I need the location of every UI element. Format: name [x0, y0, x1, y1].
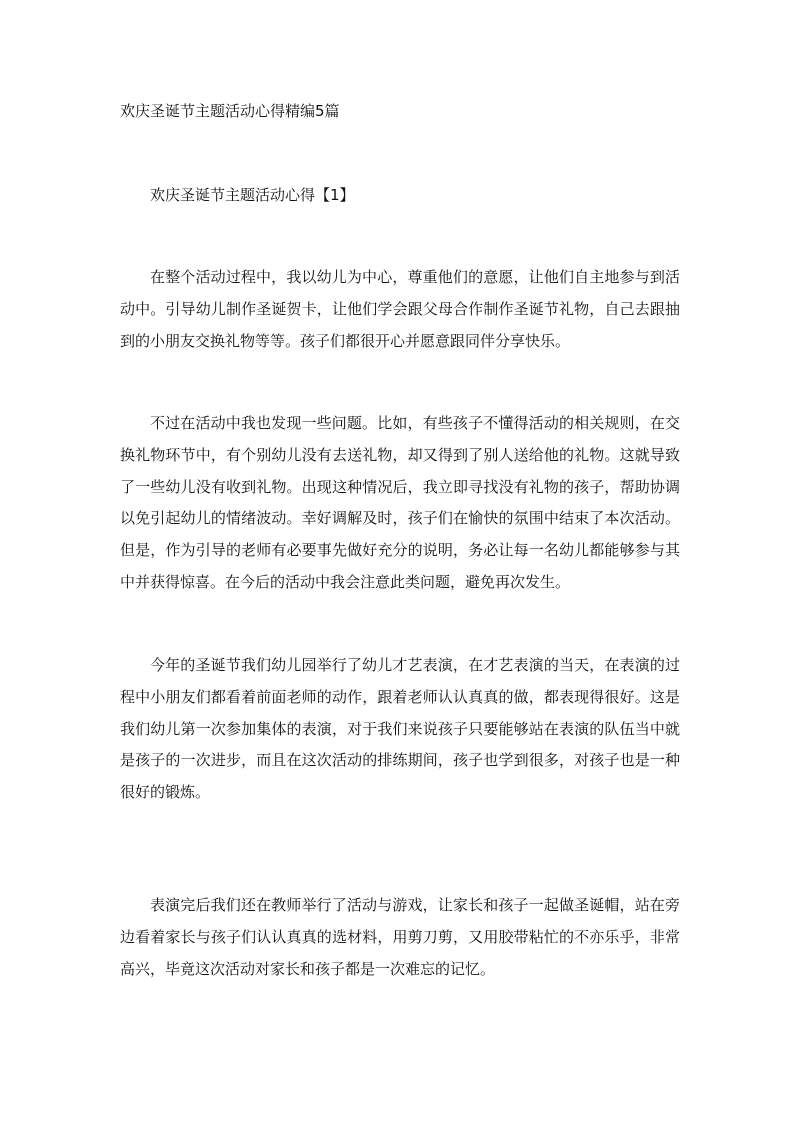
- paragraph-1: 在整个活动过程中，我以幼儿为中心，尊重他们的意愿，让他们自主地参与到活动中。引导幼儿制作圣诞贺卡，让他们学会跟父母合作制作圣诞节礼物，自己去跟抽到的小朋友交换礼物等等。孩子们都很开心并愿意跟同伴分享快乐。: [120, 268, 680, 350]
- paragraph-4: 表演完后我们还在教师举行了活动与游戏，让家长和孩子一起做圣诞帽，站在旁边看着家长与孩子们认认真真的选材料，用剪刀剪，又用胶带粘忙的不亦乐乎，非常高兴，毕竟这次活动对家长和孩子都是一次难忘的记忆。: [120, 896, 680, 978]
- document-title: 欢庆圣诞节主题活动心得精编5篇: [120, 102, 340, 120]
- paragraph-3: 今年的圣诞节我们幼儿园举行了幼儿才艺表演，在才艺表演的当天，在表演的过程中小朋友们都看着前面老师的动作，跟着老师认认真真的做，都表现得很好。这是我们幼儿第一次参加集体的表演，对于我们来说孩子只要能够站在表演的队伍当中就是孩子的一次进步，而且在这次活动的排练期间，孩子也学到很多，对孩子也是一种很好的锻炼。: [120, 656, 680, 802]
- section-heading: 欢庆圣诞节主题活动心得【1】: [150, 186, 355, 204]
- paragraph-2: 不过在活动中我也发现一些问题。比如，有些孩子不懂得活动的相关规则，在交换礼物环节中，有个别幼儿没有去送礼物，却又得到了别人送给他的礼物。这就导致了一些幼儿没有收到礼物。出现这种情况后，我立即寻找没有礼物的孩子，帮助协调以免引起幼儿的情绪波动。幸好调解及时，孩子们在愉快的氛围中结束了本次活动。但是，作为引导的老师有必要事先做好充分的说明，务必让每一名幼儿都能够参与其中并获得惊喜。在今后的活动中我会注意此类问题，避免再次发生。: [120, 414, 680, 591]
